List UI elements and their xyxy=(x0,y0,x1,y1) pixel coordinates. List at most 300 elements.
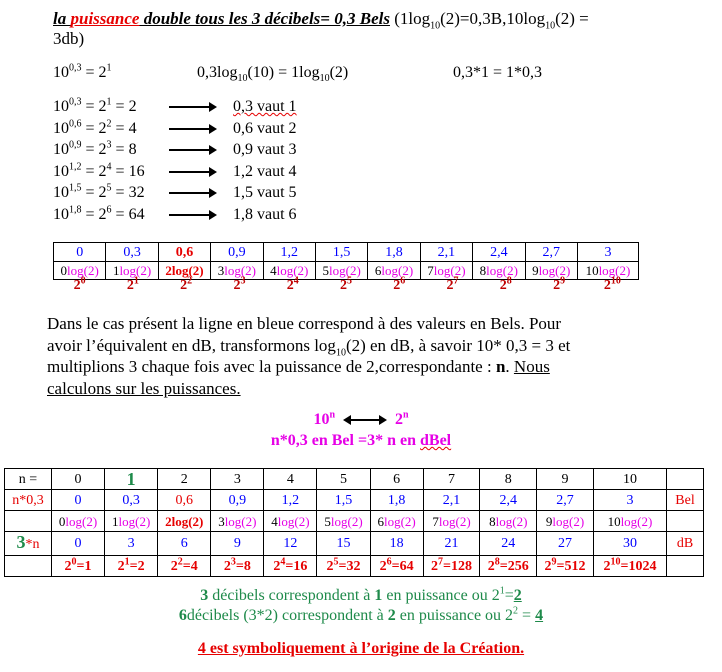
power-label: 1,2 vaut 4 xyxy=(233,162,297,180)
power-of-two xyxy=(426,275,479,294)
eq-exp: 0,3 xyxy=(69,62,82,74)
power-n: 5 xyxy=(106,182,112,194)
power-equation xyxy=(53,118,165,140)
power-of-two xyxy=(266,275,319,294)
power-res: 4 xyxy=(128,119,137,137)
two-exp: 5 xyxy=(346,275,352,287)
intro-sub-1: 10 xyxy=(430,20,441,32)
bels-cell: 0 xyxy=(54,243,106,262)
p-exp: 5 xyxy=(333,555,339,567)
power-exp: 0,3 xyxy=(69,96,82,108)
center-ten: 10 xyxy=(313,411,330,428)
power-exp: 1,2 xyxy=(69,161,82,173)
eq-log-2: (10) = 1log xyxy=(247,64,320,81)
power-row xyxy=(53,139,297,161)
bel-dbel-formula xyxy=(0,431,722,450)
bel-label: n*0,3 xyxy=(5,490,52,511)
power-equation xyxy=(53,96,165,118)
center-line2a: n*0,3 en Bel =3* n en xyxy=(270,432,420,449)
p-val: 256 xyxy=(507,558,529,574)
p-eq: = xyxy=(620,558,629,574)
log2-cell xyxy=(264,511,317,532)
power-cell xyxy=(105,556,158,577)
para-line-4: calculons sur les puissances. xyxy=(47,378,241,398)
center-n: n xyxy=(329,409,335,421)
bels-cell: 0,6 xyxy=(158,243,210,262)
power-cell xyxy=(264,556,317,577)
bel-row xyxy=(5,490,704,511)
log-cell xyxy=(420,262,472,280)
intro-puissance: puissance xyxy=(70,9,140,28)
center-n2: n xyxy=(403,409,409,421)
concl-b5: 2 xyxy=(513,605,519,617)
p-eq: = xyxy=(182,558,191,574)
db-cell: 30 xyxy=(593,532,666,556)
arrow-right-icon xyxy=(169,171,215,173)
two-base: 2 xyxy=(126,278,134,293)
concl-a2: décibels correspondent à xyxy=(208,587,375,604)
log-cell xyxy=(158,262,210,280)
p-val: 64 xyxy=(399,558,414,574)
log-coef: 3 xyxy=(217,263,225,278)
power-eq2: = xyxy=(111,98,129,115)
db-cell: 15 xyxy=(317,532,370,556)
log-suffix: log(2) xyxy=(67,263,99,278)
log2-coef: 6 xyxy=(377,513,384,529)
arrow-right-icon xyxy=(169,192,215,194)
bels-cell: 1,5 xyxy=(315,243,367,262)
power-eq: = 2 xyxy=(81,205,107,223)
log2-suffix: log(2) xyxy=(438,513,471,529)
p-two: 2 xyxy=(117,558,125,574)
para-l3d: Nous xyxy=(513,357,550,376)
log2-suffix: log(2) xyxy=(65,513,98,529)
para-l3a: multiplions 3 chaque fois avec la puissance de 2,correspondante : xyxy=(47,357,496,376)
bels-cell: 1,2 xyxy=(263,243,315,262)
p-exp: 8 xyxy=(494,555,500,567)
two-exp: 3 xyxy=(240,275,246,287)
p-two: 2 xyxy=(544,558,552,574)
log2-coef: 10 xyxy=(607,513,621,529)
power-eq: = 2 xyxy=(81,98,107,115)
bels-cell: 2,4 xyxy=(473,243,525,262)
log-suffix: log(2) xyxy=(486,263,518,278)
two-base: 2 xyxy=(553,278,561,293)
log2-cell xyxy=(423,511,480,532)
p-eq: = xyxy=(235,558,244,574)
bel-cell: 1,8 xyxy=(370,490,423,511)
log2-suffix: log(2) xyxy=(383,513,416,529)
p-exp: 0 xyxy=(71,555,77,567)
two-base: 2 xyxy=(286,278,294,293)
p-two: 2 xyxy=(603,558,611,574)
two-exp: 2 xyxy=(187,275,193,287)
arrow-right-icon xyxy=(169,128,215,130)
db-cell: 9 xyxy=(211,532,264,556)
concl-b6: = xyxy=(518,607,536,624)
bels-cell: 3 xyxy=(577,243,638,262)
power-label: 1,8 vaut 6 xyxy=(233,205,297,223)
eq-log-1: 0,3log xyxy=(197,64,238,81)
p-val: 512 xyxy=(564,558,586,574)
eq-log-sub2: 10 xyxy=(319,73,330,85)
p-two: 2 xyxy=(223,558,231,574)
log2-cell xyxy=(480,511,537,532)
para-l3b: n xyxy=(495,357,506,376)
arrow-right-icon xyxy=(169,106,215,108)
log-suffix: log(2) xyxy=(381,263,414,278)
p-eq: = xyxy=(443,558,452,574)
eq-base: 10 xyxy=(53,64,69,81)
intro-part-1: la xyxy=(53,9,71,28)
two-base: 2 xyxy=(603,278,611,293)
n-cell: 10 xyxy=(593,469,666,490)
log-coef: 9 xyxy=(532,263,539,278)
bels-cell: 0,9 xyxy=(211,243,263,262)
two-exp: 8 xyxy=(506,275,512,287)
db-cell: 6 xyxy=(158,532,211,556)
p-val: 32 xyxy=(346,558,361,574)
bels-cell: 1,8 xyxy=(368,243,420,262)
power-cell xyxy=(480,556,537,577)
power-row xyxy=(53,96,297,118)
n-cell: 0 xyxy=(52,469,105,490)
log2-suffix: log(2) xyxy=(620,513,653,529)
log-cell xyxy=(525,262,577,280)
power-equation xyxy=(53,204,165,226)
power-correspondence xyxy=(0,410,722,429)
equation-power xyxy=(53,63,112,82)
log-suffix: log(2) xyxy=(224,263,256,278)
powers-of-two-row xyxy=(53,275,639,298)
p-exp: 10 xyxy=(610,555,621,567)
double-arrow-icon xyxy=(345,419,385,421)
p-eq: = xyxy=(129,558,138,574)
para-l3c: . xyxy=(505,357,514,376)
power-res: 64 xyxy=(128,205,145,223)
p-two: 2 xyxy=(487,558,495,574)
log-suffix: log(2) xyxy=(433,263,466,278)
intro-line-1 xyxy=(53,9,589,32)
log-cell xyxy=(106,262,158,280)
concl-b4: en puissance ou 2 xyxy=(395,607,514,624)
concl-a5: 1 xyxy=(499,585,505,597)
power-eq: = 2 xyxy=(81,141,107,158)
para-l2sub: 10 xyxy=(335,346,346,358)
db-row xyxy=(5,532,704,556)
log-cell xyxy=(263,262,315,280)
power-exp: 1,5 xyxy=(69,182,82,194)
p-exp: 2 xyxy=(177,555,183,567)
log2-cell xyxy=(211,511,264,532)
p-exp: 9 xyxy=(551,555,557,567)
concl-b2: décibels (3*2) correspondent à xyxy=(186,607,388,624)
intro-sub-2: 10 xyxy=(545,20,556,32)
log-coef: 1 xyxy=(112,263,120,278)
log2-cell xyxy=(105,511,158,532)
concl-a6: = xyxy=(504,587,514,604)
n-unit-empty xyxy=(667,469,704,490)
log2-cell xyxy=(317,511,370,532)
power-cell xyxy=(158,556,211,577)
bel-cell: 0,6 xyxy=(158,490,211,511)
eq-exp2: 1 xyxy=(106,62,112,74)
power-cell xyxy=(317,556,370,577)
p-exp: 1 xyxy=(124,555,130,567)
n-cell: 5 xyxy=(317,469,370,490)
para-line-3 xyxy=(47,356,570,378)
para-l2a: avoir l’équivalent en dB, transformons log xyxy=(47,335,336,355)
power-n: 2 xyxy=(106,118,112,130)
p-val: 128 xyxy=(451,558,473,574)
power-res: 16 xyxy=(128,162,145,180)
two-exp: 6 xyxy=(400,275,406,287)
p-exp: 4 xyxy=(280,555,286,567)
log-coef: 10 xyxy=(585,263,599,278)
power-of-two xyxy=(160,275,213,294)
concl-b3: 2 xyxy=(387,607,396,624)
power-cell xyxy=(370,556,423,577)
log2-label-empty xyxy=(5,511,52,532)
db-cell: 18 xyxy=(370,532,423,556)
power-label: 0,6 vaut 2 xyxy=(233,119,297,137)
bels-table xyxy=(53,242,639,280)
concl-a4: en puissance ou 2 xyxy=(382,587,500,604)
bels-cell: 2,1 xyxy=(420,243,472,262)
power-eq: = 2 xyxy=(81,119,107,137)
power-of-two xyxy=(373,275,426,294)
log2-row xyxy=(5,511,704,532)
power-cell xyxy=(423,556,480,577)
p-two: 2 xyxy=(431,558,439,574)
power-row xyxy=(53,118,297,140)
log2-coef: 1 xyxy=(112,513,119,529)
db-unit: dB xyxy=(667,532,704,556)
log-cell xyxy=(577,262,638,280)
p-exp: 6 xyxy=(386,555,392,567)
bels-cell: 0,3 xyxy=(106,243,158,262)
para-line-1: Dans le cas présent la ligne en bleue correspond à des valeurs en Bels. Pour xyxy=(47,314,562,333)
arrow-right-icon xyxy=(169,214,215,216)
p-val: 1024 xyxy=(628,558,657,574)
log-suffix: log(2) xyxy=(119,263,152,278)
db-cell: 27 xyxy=(537,532,594,556)
power-n: 1 xyxy=(106,96,112,108)
log-cell xyxy=(473,262,525,280)
log2-coef: 2 xyxy=(165,513,172,529)
n-cell: 6 xyxy=(370,469,423,490)
p-exp: 7 xyxy=(438,555,444,567)
bel-cell: 0,3 xyxy=(105,490,158,511)
power-row xyxy=(53,161,297,183)
intro-part-3: double tous les 3 décibels= 0,3 Bels xyxy=(139,9,390,28)
arrow-right-icon xyxy=(169,149,215,151)
log-coef: 8 xyxy=(479,263,487,278)
summary-table xyxy=(4,468,704,577)
bel-cell: 2,4 xyxy=(480,490,537,511)
log2-coef: 3 xyxy=(218,513,225,529)
power-row xyxy=(5,556,704,577)
eq-mid: = 2 xyxy=(81,64,107,81)
log2-coef: 7 xyxy=(432,513,439,529)
power-cell xyxy=(52,556,105,577)
two-base: 2 xyxy=(393,278,401,293)
power-ten: 10 xyxy=(53,162,69,180)
bel-cell: 1,5 xyxy=(317,490,370,511)
power-label: 0,9 vaut 3 xyxy=(233,141,297,158)
bels-cell: 2,7 xyxy=(525,243,577,262)
bel-cell: 1,2 xyxy=(264,490,317,511)
log-coef: 6 xyxy=(374,263,382,278)
log2-unit-empty xyxy=(667,511,704,532)
p-two: 2 xyxy=(379,558,387,574)
power-eq: = 2 xyxy=(81,162,107,180)
log2-suffix: log(2) xyxy=(171,513,204,529)
n-cell: 9 xyxy=(537,469,594,490)
concl-b7: 4 xyxy=(535,607,544,624)
log-suffix: log(2) xyxy=(171,263,204,278)
db-label xyxy=(5,532,52,556)
power-res: 8 xyxy=(128,141,137,158)
log2-suffix: log(2) xyxy=(330,513,363,529)
p-two: 2 xyxy=(273,558,281,574)
power-res: 2 xyxy=(128,98,137,115)
log-suffix: log(2) xyxy=(329,263,361,278)
log2-cell xyxy=(593,511,666,532)
p-eq: = xyxy=(285,558,294,574)
para-line-2 xyxy=(47,335,570,357)
power-label: 1,5 vaut 5 xyxy=(233,184,297,201)
power-equation xyxy=(53,182,165,204)
concl-a3: 1 xyxy=(374,587,383,604)
log2-coef: 8 xyxy=(489,513,496,529)
conclusion-line-2 xyxy=(0,606,722,626)
n-cell: 7 xyxy=(423,469,480,490)
power-eq2: = xyxy=(111,184,129,201)
db-cell: 21 xyxy=(423,532,480,556)
power-res: 32 xyxy=(128,184,145,201)
log2-suffix: log(2) xyxy=(495,513,528,529)
two-exp: 0 xyxy=(80,275,86,287)
two-base: 2 xyxy=(446,278,454,293)
db-cell: 0 xyxy=(52,532,105,556)
power-ten: 10 xyxy=(53,119,69,137)
log2-coef: 5 xyxy=(324,513,331,529)
two-exp: 10 xyxy=(610,275,621,287)
equation-log xyxy=(197,63,349,85)
two-exp: 1 xyxy=(133,275,139,287)
two-exp: 7 xyxy=(453,275,459,287)
intro-part-4: (1log xyxy=(389,9,431,28)
power-eq2: = xyxy=(111,119,129,137)
two-exp: 4 xyxy=(293,275,299,287)
power-ten: 10 xyxy=(53,205,69,223)
powers-list xyxy=(53,96,297,225)
log-coef: 4 xyxy=(270,263,277,278)
power-eq: = 2 xyxy=(81,184,107,201)
power-exp: 0,9 xyxy=(69,139,82,151)
power-label: 0,3 vaut 1 xyxy=(233,98,297,115)
bel-cell: 2,1 xyxy=(423,490,480,511)
power-cell xyxy=(211,556,264,577)
power-eq2: = xyxy=(111,162,129,180)
power-n: 6 xyxy=(106,204,112,216)
eq-log-3: (2) xyxy=(329,64,349,81)
log-cell xyxy=(315,262,367,280)
conclusion-creation: 4 est symboliquement à l’origine de la Création. xyxy=(197,640,525,657)
power-of-two xyxy=(213,275,266,294)
power-ten: 10 xyxy=(53,141,69,158)
log2-cell xyxy=(158,511,211,532)
log-coef: 2 xyxy=(165,263,172,278)
n-cell: 8 xyxy=(480,469,537,490)
log2-suffix: log(2) xyxy=(277,513,310,529)
power-of-two xyxy=(53,275,106,294)
two-base: 2 xyxy=(233,278,241,293)
n-row xyxy=(5,469,704,490)
n-cell: 2 xyxy=(158,469,211,490)
log2-coef: 4 xyxy=(271,513,278,529)
p-eq: = xyxy=(391,558,400,574)
db-cell: 12 xyxy=(264,532,317,556)
log-suffix: log(2) xyxy=(598,263,631,278)
equation-mult: 0,3*1 = 1*0,3 xyxy=(453,64,543,81)
two-exp: 9 xyxy=(560,275,566,287)
power-of-two xyxy=(532,275,585,294)
log-cell xyxy=(211,262,263,280)
p-two: 2 xyxy=(64,558,72,574)
n-cell: 3 xyxy=(211,469,264,490)
p-eq: = xyxy=(76,558,85,574)
power-unit-empty xyxy=(667,556,704,577)
p-eq: = xyxy=(499,558,508,574)
log-coef: 0 xyxy=(60,263,68,278)
log2-coef: 9 xyxy=(545,513,553,529)
intro-part-5: (2)=0,3B,10log xyxy=(440,9,546,28)
db-label-n: *n xyxy=(25,537,40,552)
power-n: 4 xyxy=(106,161,112,173)
log-coef: 7 xyxy=(427,263,434,278)
db-cell: 24 xyxy=(480,532,537,556)
power-of-two xyxy=(479,275,532,294)
p-val: 2 xyxy=(137,558,145,574)
power-eq2: = xyxy=(111,141,129,158)
p-eq: = xyxy=(338,558,347,574)
p-eq: = xyxy=(556,558,565,574)
power-of-two xyxy=(319,275,372,294)
center-dbel: dBel xyxy=(420,432,452,449)
intro-line-2: 3db) xyxy=(53,29,85,48)
log2-coef: 0 xyxy=(58,513,66,529)
power-row xyxy=(53,204,297,226)
power-of-two xyxy=(586,275,639,294)
bels-row xyxy=(54,243,639,262)
bel-unit: Bel xyxy=(667,490,704,511)
conclusion-line-1 xyxy=(0,586,722,606)
log2-cell xyxy=(52,511,105,532)
power-ten: 10 xyxy=(53,184,69,201)
power-exp: 0,6 xyxy=(69,118,82,130)
power-of-two xyxy=(106,275,159,294)
db-cell: 3 xyxy=(105,532,158,556)
p-val: 16 xyxy=(293,558,308,574)
log-suffix: log(2) xyxy=(538,263,571,278)
two-base: 2 xyxy=(180,278,188,293)
log-suffix: log(2) xyxy=(276,263,309,278)
intro-part-6: (2) = xyxy=(555,9,589,28)
p-two: 2 xyxy=(170,558,178,574)
power-cell xyxy=(593,556,666,577)
